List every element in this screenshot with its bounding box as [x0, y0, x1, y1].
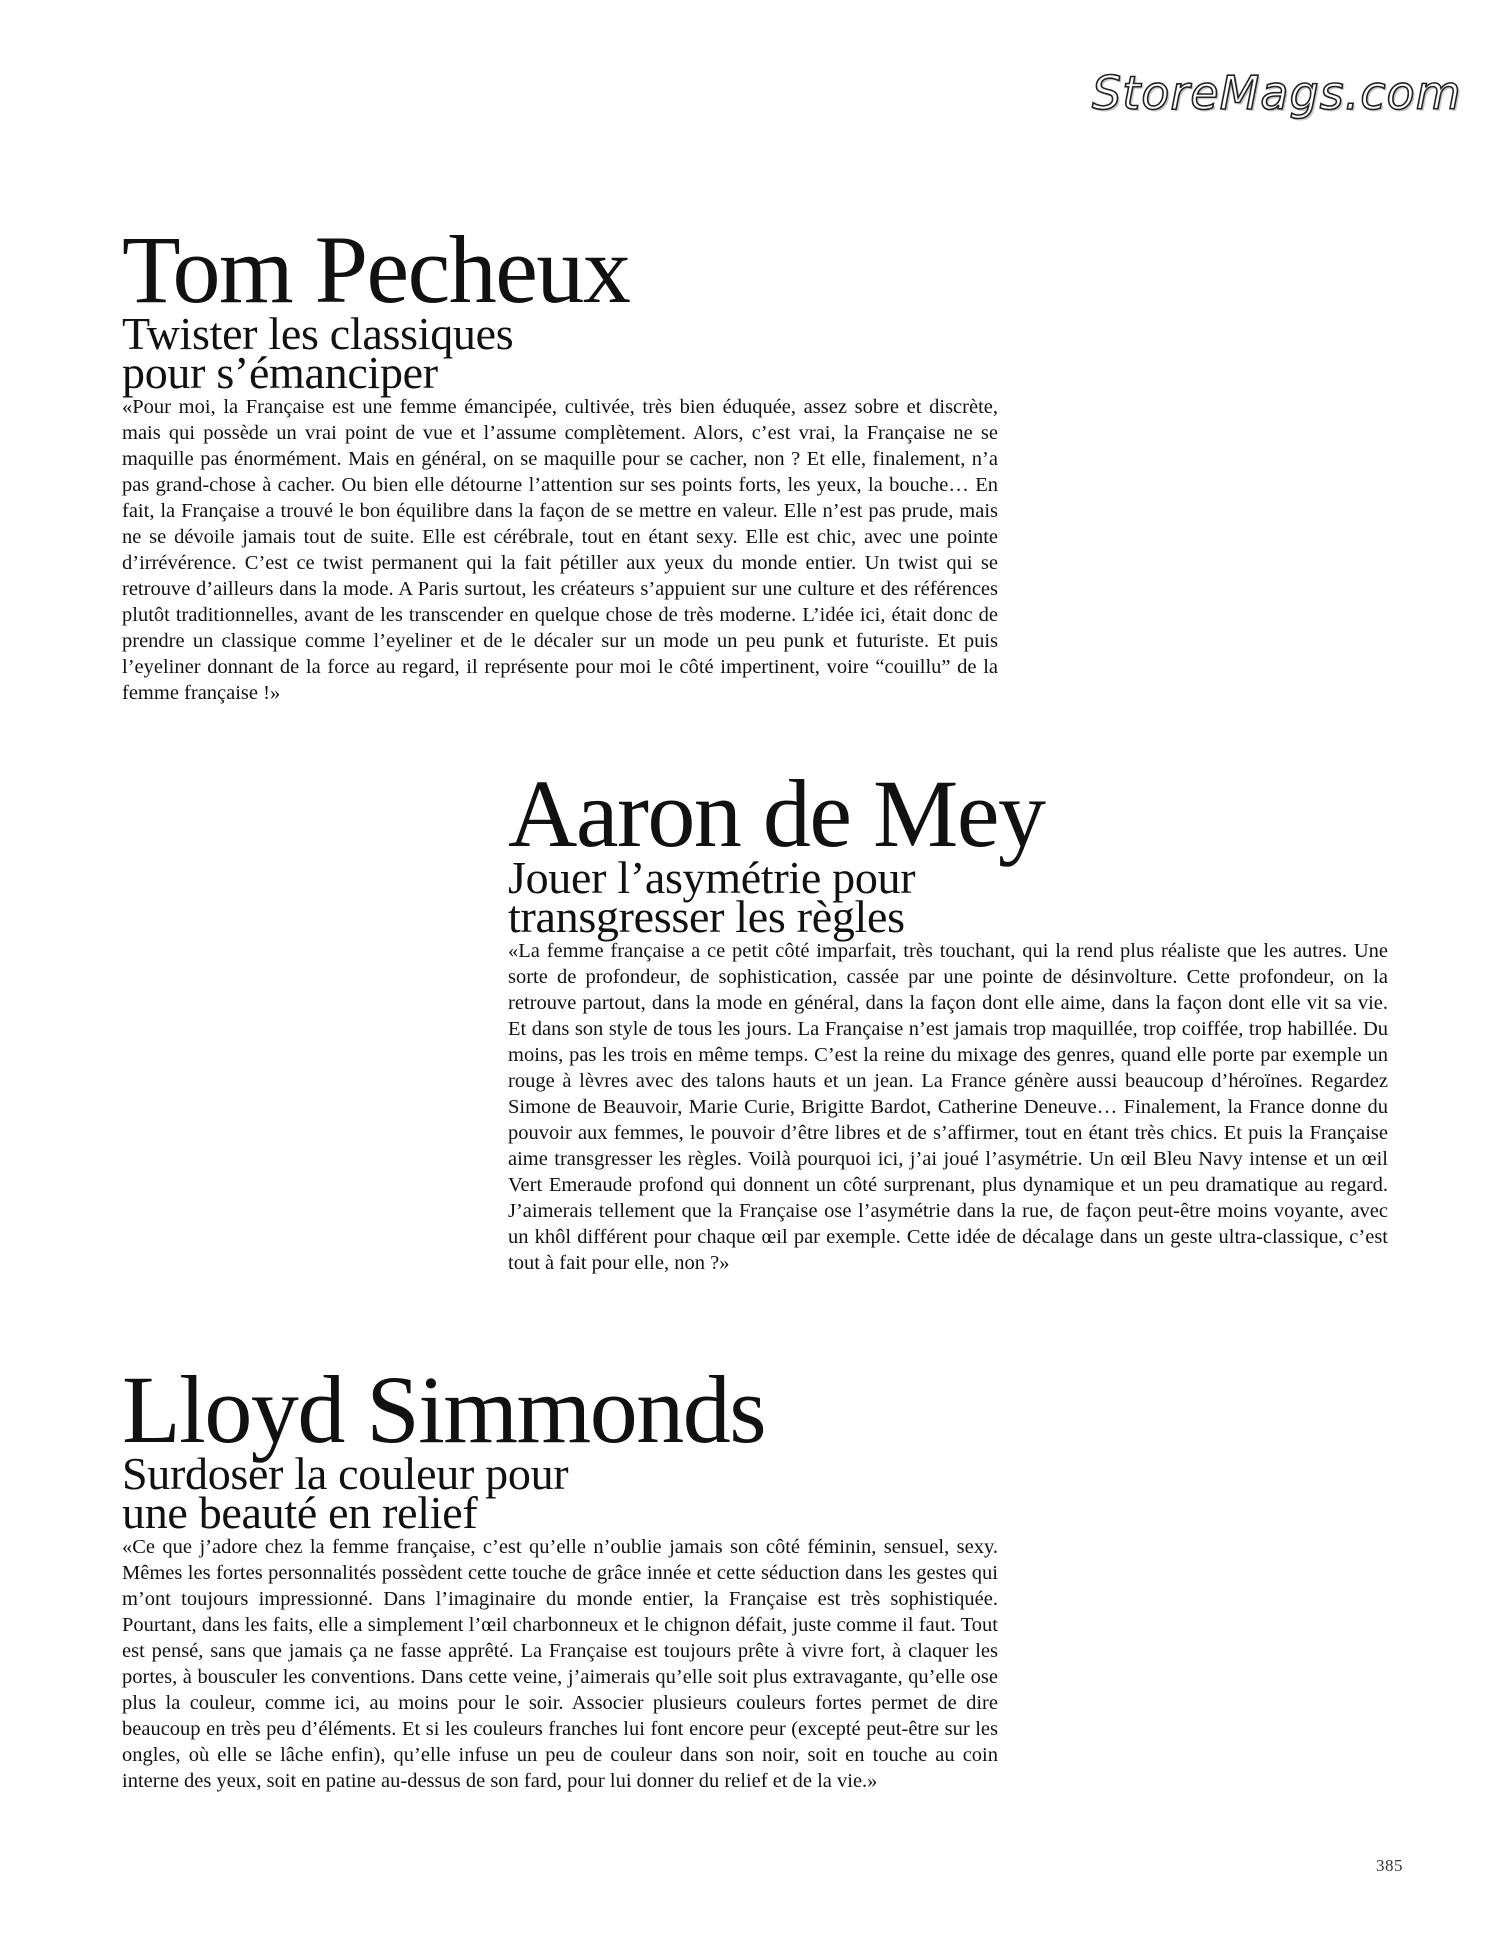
artist-name: Aaron de Mey — [508, 760, 1045, 867]
artist-name: Lloyd Simmonds — [122, 1356, 766, 1463]
subtitle-line: Jouer l’asymétrie pour — [508, 852, 916, 903]
section-subtitle — [508, 852, 1388, 942]
section-lloyd-simmonds — [122, 1356, 998, 1794]
quote-body: «Ce que j’adore chez la femme française, c’est qu’elle n’oublie jamais son côté féminin, sensuel, sexy. Mêmes les fortes personnalités possèdent cette touche de grâce innée et cette séduction dans les gestes qui m’ont toujours impressionné. Dans l’imaginaire du monde entier, la Française est très sophistiquée. Pourtant, dans les faits, elle a simplement l’œil charbonneux et le chignon défait, juste comme il faut. Tout est pensé, sans que jamais ça ne fasse apprêté. La Française est toujours prête à vivre fort, à claquer les portes, à bousculer les conventions. Dans cette veine, j’aimerais qu’elle soit plus extravagante, qu’elle ose plus la couleur, comme ici, au moins pour le soir. Associer plusieurs couleurs fortes permet de dire beaucoup en très peu d’éléments. Et si les couleurs franches lui font encore peur (excepté peut-être sur les ongles, où elle se lâche enfin), qu’elle infuse un peu de couleur dans son noir, soit en touche au coin interne des yeux, soit en patine au-dessus de son fard, pour lui donner du relief et de la vie.» — [122, 1536, 998, 1792]
quote-body: «La femme française a ce petit côté imparfait, très touchant, qui la rend plus réaliste que les autres. Une sorte de profondeur, de sophistication, cassée par une pointe de désinvolture. Cette profondeur, on la retrouve partout, dans la mode en général, dans la façon dont elle aime, dans la façon dont elle vit sa vie. Et dans son style de tous les jours. La Française n’est jamais trop maquillée, trop coiffée, trop habillée. Du moins, pas les trois en même temps. C’est la reine du mixage des genres, quand elle porte par exemple un rouge à lèvres avec des talons hauts et un jean. La France génère aussi beaucoup d’héroïnes. Regardez Simone de Beauvoir, Marie Curie, Brigitte Bardot, Catherine Deneuve… Finalement, la France donne du pouvoir aux femmes, le pouvoir d’être libres et de s’affirmer, tout en étant très chics. Et puis la Française aime transgresser les règles. Voilà pourquoi ici, j’ai joué l’asymétrie. Un œil Bleu Navy intense et un œil Vert Emeraude profond qui donnent un côté surprenant, plus dynamique et un peu dramatique au regard. J’aimerais tellement que la Française ose l’asymétrie dans la rue, de façon peut-être moins voyante, avec un khôl différent pour chaque œil par exemple. Cette idée de décalage dans un geste ultra-classique, c’est tout à fait pour elle, non ?» — [508, 940, 1388, 1274]
artist-name: Tom Pecheux — [122, 216, 630, 323]
section-aaron-de-mey — [508, 760, 1388, 1276]
subtitle-line: Surdoser la couleur pour — [122, 1448, 569, 1499]
subtitle-line: transgresser les règles — [508, 891, 905, 942]
section-subtitle — [122, 1448, 998, 1538]
quote-body: «Pour moi, la Française est une femme émancipée, cultivée, très bien éduquée, assez sobre et discrète, mais qui possède un vrai point de vue et l’assume complètement. Alors, c’est vrai, la Française ne se maquille pas énormément. Mais en général, on se maquille pour se cacher, non ? Et elle, finalement, n’a pas grand-chose à cacher. Ou bien elle détourne l’attention sur ses points forts, les yeux, la bouche… En fait, la Française a trouvé le bon équilibre dans la façon de se mettre en valeur. Elle n’est pas prude, mais ne se dévoile jamais tout de suite. Elle est cérébrale, tout en étant sexy. Elle est chic, avec une pointe d’irrévérence. C’est ce twist permanent qui la fait pétiller aux yeux du monde entier. Un twist qui se retrouve d’ailleurs dans la mode. A Paris surtout, les créateurs s’appuient sur une culture et des références plutôt traditionnelles, avant de les transcender en quelque chose de très moderne. L’idée ici, était donc de prendre un classique comme l’eyeliner et de le décaler sur un mode un peu punk et futuriste. Et puis l’eyeliner donnant de la force au regard, il représente pour moi le côté impertinent, voire “couillu” de la femme française !» — [122, 396, 998, 704]
subtitle-line: une beauté en relief — [122, 1487, 478, 1538]
subtitle-line: Twister les classiques — [122, 308, 514, 359]
page-number: 385 — [1376, 1856, 1403, 1875]
section-subtitle — [122, 308, 998, 398]
storemags-watermark: StoreMags.com — [1092, 66, 1462, 120]
subtitle-line: pour s’émanciper — [122, 347, 438, 398]
section-tom-pecheux — [122, 216, 998, 706]
